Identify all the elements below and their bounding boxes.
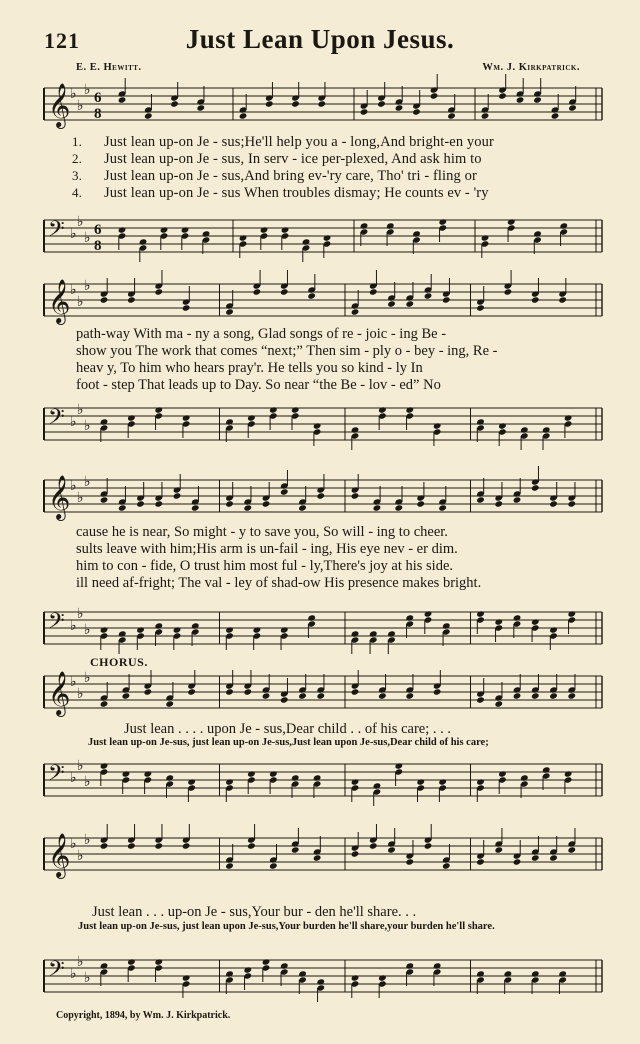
- svg-text:♭: ♭: [70, 226, 77, 242]
- svg-text:♭: ♭: [70, 282, 77, 298]
- svg-text:♭: ♭: [84, 82, 91, 98]
- verse-number: 3.: [72, 168, 82, 183]
- bass-staff: [36, 216, 604, 256]
- verse-line: foot - step That leads up to Day. So near “the Be - lov - ed” No: [76, 377, 441, 393]
- verse-line: ill need af-fright; The val - ley of shad-ow His presence makes bright.: [76, 575, 482, 591]
- bass-staff: [36, 956, 604, 996]
- chorus-label: CHORUS.: [90, 655, 148, 669]
- svg-text:♭: ♭: [77, 490, 84, 506]
- copyright-notice: Copyright, 1894, by Wm. J. Kirkpatrick.: [56, 1010, 231, 1021]
- svg-text:♭: ♭: [84, 970, 91, 986]
- chorus-lyric-sub: Just lean up-on Je-sus, just lean up-on Je-sus,Just lean upon Je-sus,Dear child of his care;: [88, 737, 489, 748]
- verse-line: [36, 134, 604, 150]
- svg-text:♭: ♭: [84, 670, 91, 686]
- bass-staff: [36, 760, 604, 800]
- verse-line: show you The work that comes “next;” Then sim - ply o - bey - ing, Re -: [76, 343, 498, 359]
- svg-text:𝄢: 𝄢: [48, 217, 65, 247]
- verse-number: 4.: [72, 185, 82, 200]
- verse-text: Just lean up-on Je - sus,And bring ev-'ry care, Tho' tri - fling or: [104, 168, 477, 184]
- svg-text:♭: ♭: [77, 214, 84, 230]
- svg-text:𝄞: 𝄞: [48, 833, 71, 877]
- svg-text:♭: ♭: [70, 770, 77, 786]
- treble-staff: [36, 278, 604, 323]
- music-system-3: [36, 460, 604, 660]
- svg-text:𝄢: 𝄢: [48, 609, 65, 639]
- svg-text:𝄞: 𝄞: [48, 279, 71, 323]
- svg-text:8: 8: [94, 106, 102, 122]
- svg-text:♭: ♭: [77, 848, 84, 864]
- svg-text:6: 6: [94, 90, 102, 106]
- chorus-lyric-sub: Just lean up-on Je-sus, just lean upon Je-sus,Your burden he'll share,your burden he'll share.: [78, 921, 495, 932]
- svg-text:♭: ♭: [77, 98, 84, 114]
- hymn-title: Just Lean Upon Jesus.: [185, 24, 455, 54]
- lyricist-credit: E. E. Hewitt.: [76, 62, 142, 73]
- svg-text:𝄢: 𝄢: [48, 405, 65, 435]
- music-system-5: [36, 832, 604, 1012]
- svg-text:𝄞: 𝄞: [48, 83, 71, 127]
- svg-text:♭: ♭: [84, 832, 91, 848]
- treble-staff: [36, 82, 604, 127]
- svg-text:♭: ♭: [84, 474, 91, 490]
- verse-line: [36, 168, 604, 184]
- verse-line: [36, 185, 604, 201]
- svg-text:♭: ♭: [70, 966, 77, 982]
- music-system-1: [36, 78, 604, 278]
- svg-text:♭: ♭: [84, 622, 91, 638]
- music-system-4: [36, 668, 604, 818]
- svg-text:♭: ♭: [84, 418, 91, 434]
- bass-staff: [36, 608, 604, 648]
- svg-text:♭: ♭: [77, 954, 84, 970]
- svg-text:♭: ♭: [77, 402, 84, 418]
- svg-text:𝄢: 𝄢: [48, 957, 65, 987]
- svg-text:♭: ♭: [84, 774, 91, 790]
- hymn-number: 121: [44, 28, 80, 53]
- svg-text:♭: ♭: [84, 278, 91, 294]
- svg-text:♭: ♭: [70, 618, 77, 634]
- treble-staff: [36, 670, 604, 715]
- bass-staff: [36, 404, 604, 444]
- svg-text:8: 8: [94, 238, 102, 254]
- treble-staff: [36, 474, 604, 519]
- verse-line: [36, 151, 604, 167]
- verse-line: him to con - fide, O trust him most ful - ly,There's joy at his side.: [76, 558, 454, 574]
- svg-text:♭: ♭: [77, 294, 84, 310]
- music-system-2: [36, 272, 604, 462]
- verse-number: 2.: [72, 151, 82, 166]
- svg-text:6: 6: [94, 222, 102, 238]
- verse-text: Just lean up-on Je - sus When troubles dismay; He counts ev - 'ry: [104, 185, 489, 201]
- svg-text:♭: ♭: [70, 414, 77, 430]
- svg-text:𝄞: 𝄞: [48, 671, 71, 715]
- chorus-lyric-main: Just lean . . . . upon Je - sus,Dear child . . of his care; . . .: [124, 721, 451, 737]
- svg-text:♭: ♭: [70, 836, 77, 852]
- verse-line: path-way With ma - ny a song, Glad songs of re - joic - ing Be -: [76, 326, 447, 342]
- svg-text:♭: ♭: [77, 758, 84, 774]
- chorus-lyric-main: Just lean . . . up-on Je - sus,Your bur - den he'll share. . .: [92, 904, 417, 920]
- svg-text:𝄞: 𝄞: [48, 475, 71, 519]
- verse-text: Just lean up-on Je - sus;He'll help you a - long,And bright-en your: [104, 134, 494, 150]
- verse-line: heav y, To him who hears pray'r. He tells you so kind - ly In: [76, 360, 423, 376]
- svg-text:♭: ♭: [77, 606, 84, 622]
- svg-text:♭: ♭: [70, 478, 77, 494]
- treble-staff: [36, 832, 604, 877]
- svg-text:♭: ♭: [77, 686, 84, 702]
- verse-line: sults leave with him;His arm is un-fail - ing, His eye nev - er dim.: [76, 541, 458, 557]
- svg-text:♭: ♭: [70, 674, 77, 690]
- verse-number: 1.: [72, 134, 82, 149]
- svg-text:♭: ♭: [70, 86, 77, 102]
- svg-text:♭: ♭: [84, 230, 91, 246]
- svg-text:𝄢: 𝄢: [48, 761, 65, 791]
- verse-line: cause he is near, So might - y to save you, So will - ing to cheer.: [76, 524, 448, 540]
- verse-text: Just lean up-on Je - sus, In serv - ice per-plexed, And ask him to: [104, 151, 482, 167]
- composer-credit: Wm. J. Kirkpatrick.: [482, 62, 580, 73]
